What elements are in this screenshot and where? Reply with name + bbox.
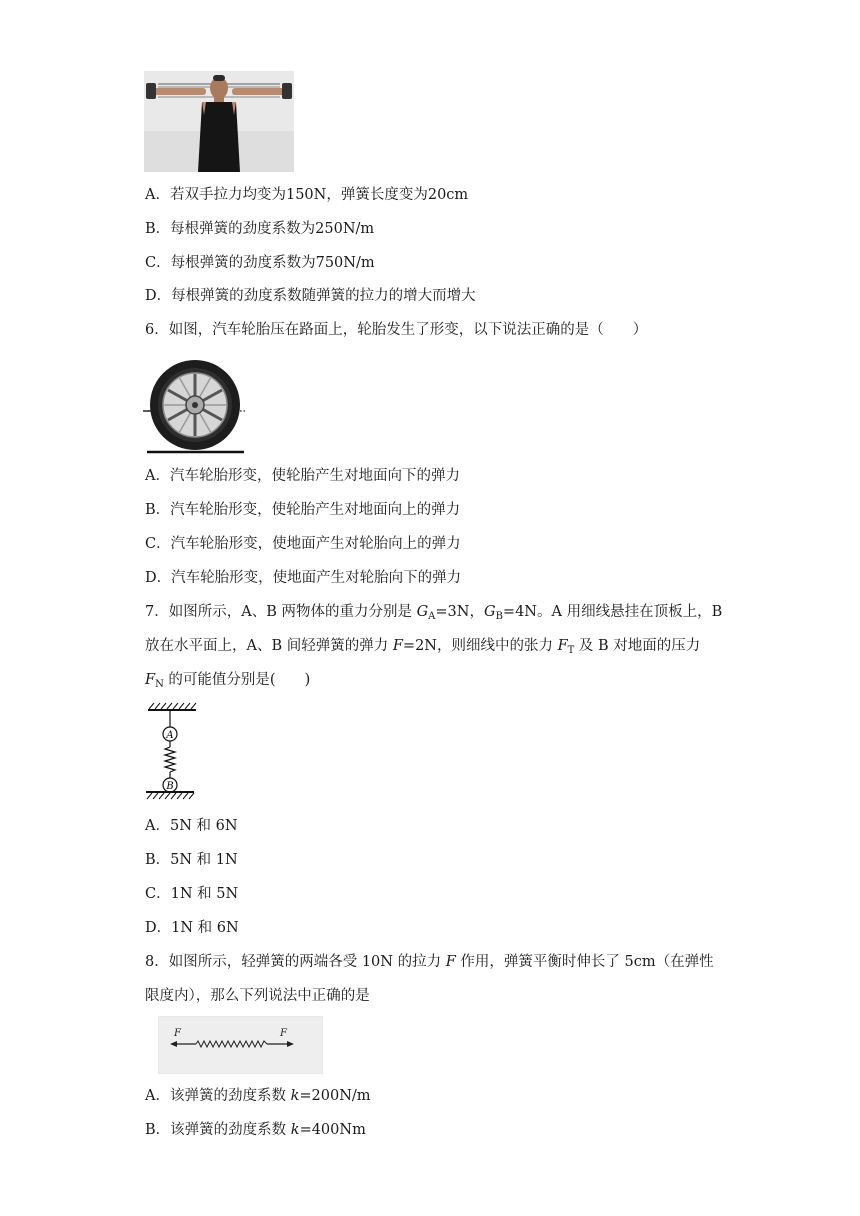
q7-option-a: A．5N 和 6N: [145, 818, 238, 834]
q8-option-a: A．该弹簧的劲度系数 k=200N/m: [145, 1088, 371, 1104]
q5-option-c: C．每根弹簧的劲度系数为750N/m: [145, 255, 375, 271]
q8-stem-line-2: 限度内），那么下列说法中正确的是: [145, 988, 370, 1004]
q8-option-b: B．该弹簧的劲度系数 k=400Nm: [145, 1122, 366, 1138]
force-left-label: F: [174, 1028, 181, 1039]
q6-option-d: D．汽车轮胎形变，使地面产生对轮胎向下的弹力: [145, 570, 462, 586]
block-b-label: B: [166, 781, 174, 792]
q7-stem-line-2: 放在水平面上，A、B 间轻弹簧的弹力 F=2N，则细线中的张力 $F_T$ 及 B 对地面的压力: [145, 638, 701, 656]
q5-option-a: A．若双手拉力均变为150N，弹簧长度变为20cm: [145, 187, 469, 203]
spring-force-figure: [158, 1016, 323, 1074]
q7-option-d: D．1N 和 6N: [145, 920, 239, 936]
force-right-label: F: [280, 1028, 287, 1039]
q7-stem-line-3: $F_N$ 的可能值分别是( ): [145, 672, 311, 690]
spring-blocks-figure: [144, 702, 200, 800]
q7-option-b: B．5N 和 1N: [145, 852, 238, 868]
block-a-label: A: [166, 730, 174, 741]
chest-expander-photo: [144, 71, 294, 172]
q5-option-d: D．每根弹簧的劲度系数随弹簧的拉力的增大而增大: [145, 288, 476, 304]
q6-stem: 6．如图，汽车轮胎压在路面上，轮胎发生了形变，以下说法正确的是（ ）: [145, 322, 648, 338]
q6-option-c: C．汽车轮胎形变，使地面产生对轮胎向上的弹力: [145, 536, 461, 552]
q5-option-b: B．每根弹簧的劲度系数为250N/m: [145, 221, 375, 237]
q6-option-a: A．汽车轮胎形变，使轮胎产生对地面向下的弹力: [145, 468, 460, 484]
q6-option-b: B．汽车轮胎形变，使轮胎产生对地面向上的弹力: [145, 502, 461, 518]
tire-figure: [143, 360, 247, 456]
q8-stem-line-1: 8．如图所示，轻弹簧的两端各受 10N 的拉力 F 作用，弹簧平衡时伸长了 5cm（在弹性: [145, 954, 714, 970]
q7-stem-line-1: 7．如图所示，A、B 两物体的重力分别是 $G_A=3N$，$G_B=4N$。A 用细线悬挂在顶板上，B: [145, 604, 723, 622]
q7-option-c: C．1N 和 5N: [145, 886, 239, 902]
